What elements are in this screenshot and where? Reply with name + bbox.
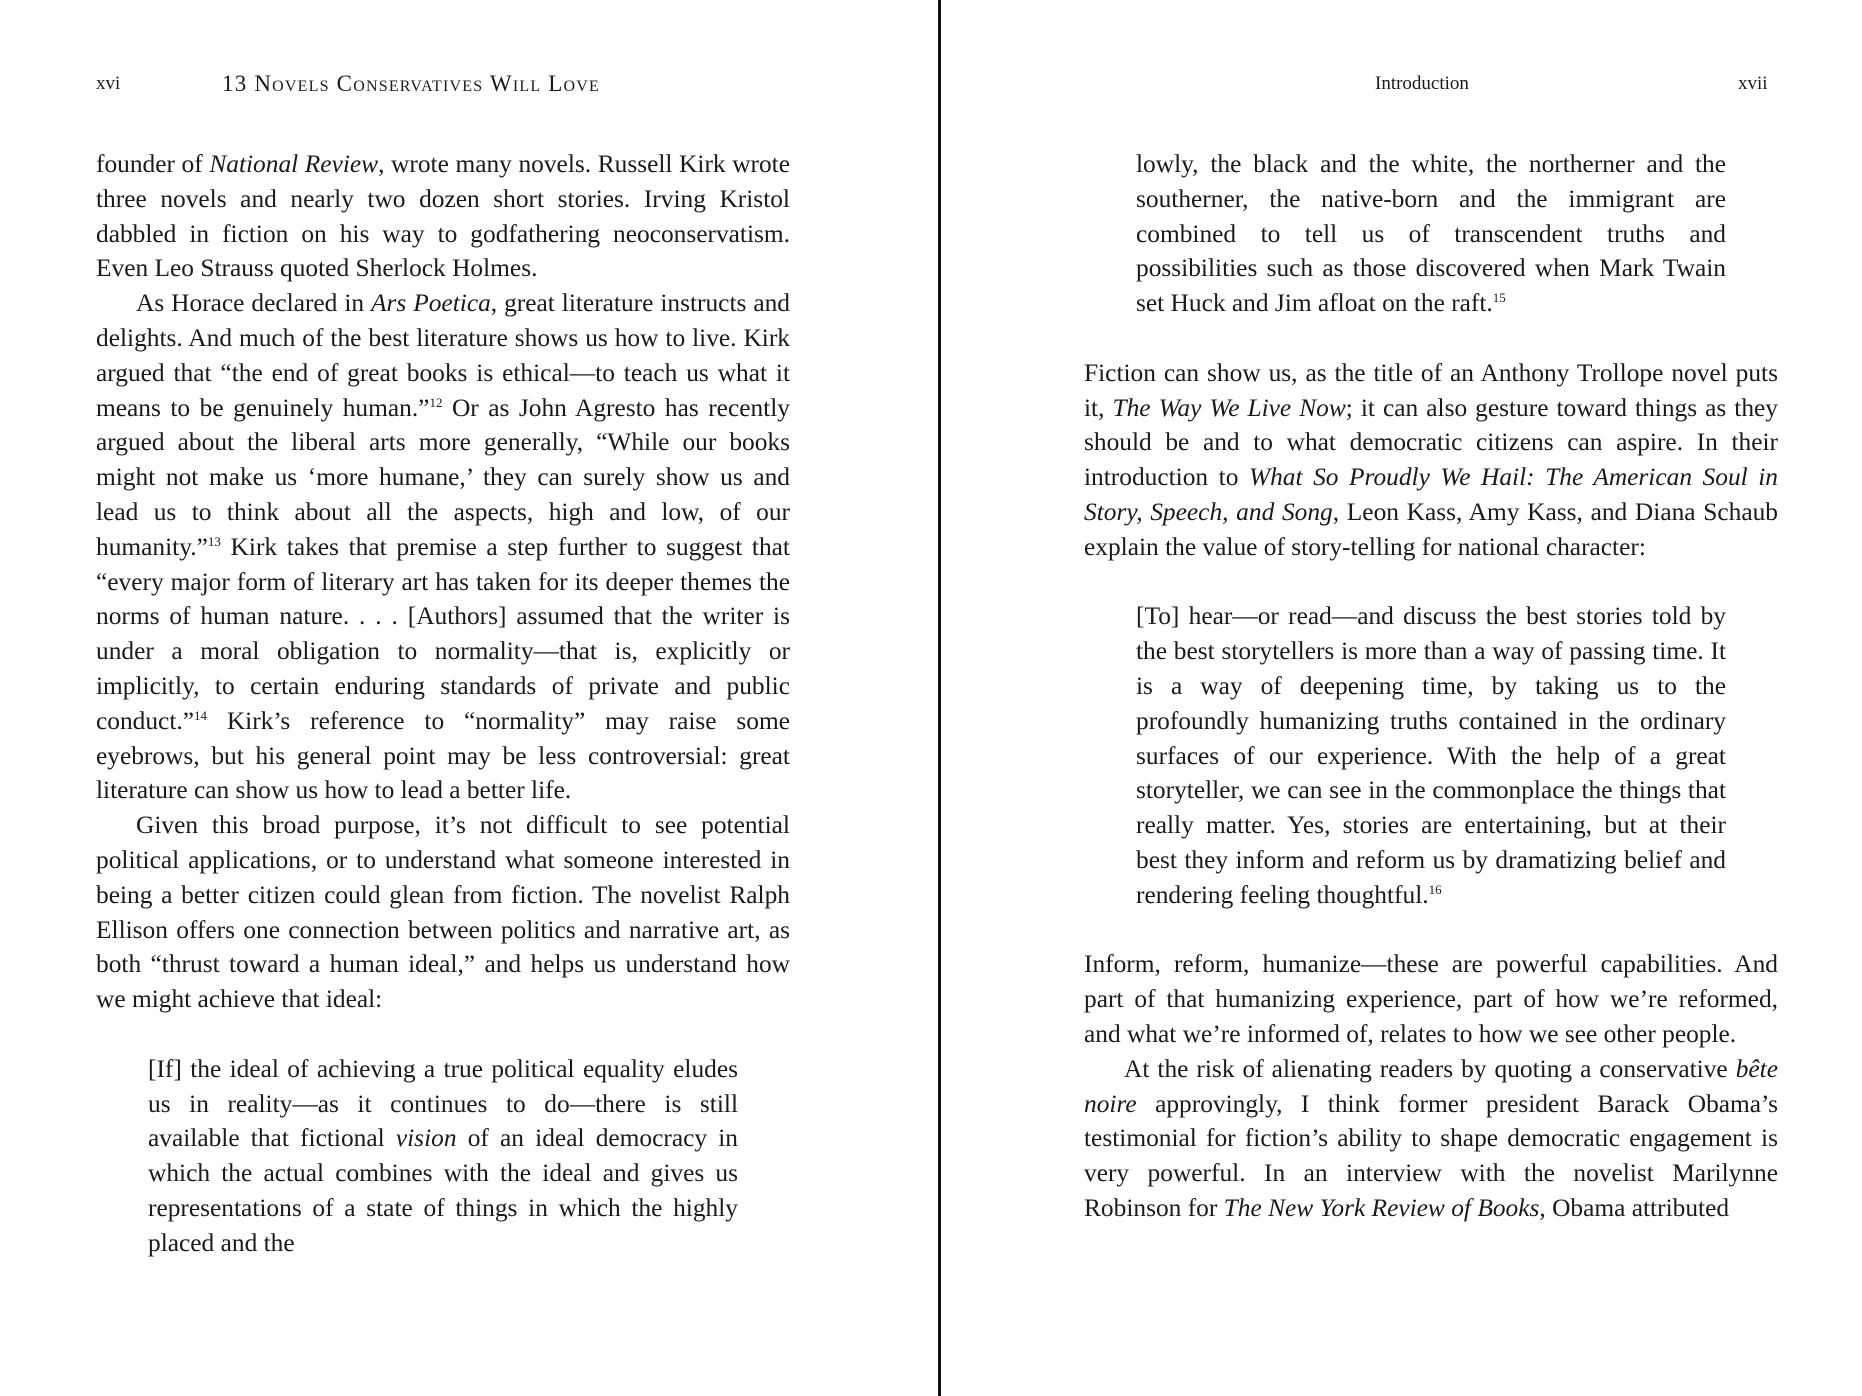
book-title: The New York Review of Books — [1223, 1193, 1540, 1222]
right-page — [941, 0, 1862, 1396]
footnote-ref[interactable]: 12 — [429, 394, 443, 410]
page-number: xvii — [1738, 73, 1768, 94]
footnote-ref[interactable]: 15 — [1492, 290, 1506, 306]
body-text — [96, 147, 790, 1261]
footnote-ref[interactable]: 13 — [207, 533, 221, 549]
paragraph: Given this broad purpose, it’s not difficult to see potential political applications, or to understand what someone interested in being a better citizen could glean from fiction. The novelist Ralph Ellison offers one connection between politics and narrative art, as both “thrust toward a human ideal,” and helps us understand how we might achieve that ideal: — [96, 811, 790, 1014]
paragraph: Inform, reform, humanize—these are powerful capabilities. And part of that humanizing experience, part of how we’re reformed, and what we’re informed of, relates to how we see other people. — [1084, 950, 1778, 1048]
quote-text: lowly, the black and the white, the northerner and the southerner, the native-born and the immigrant are combined to tell us of transcendent truths and possibilities such as those discovered when Mark Twain set Huck and Jim afloat on the raft.$^{15}$ — [1136, 150, 1726, 318]
paragraph: As Horace declared in Ars Poetica, great literature instructs and delights. And much of the best literature shows us how to live. Kirk argued that “the end of great books is ethical—to teach us what it means to be genuinely human.”$^{12}$ Or as John Agresto has recently argued about the liberal arts more generally, “While our books might not make us ‘more humane,’ they can surely show us and lead us to think about all the aspects, high and low, of our humanity.”$^{13}$ Kirk takes that premise a step further to suggest that “every major form of literary art has taken for its deeper themes the norms of human nature. . . . [Authors] assumed that the writer is under a moral obligation to normality—that is, explicitly or implicitly, to certain enduring standards of private and public conduct.”$^{14}$ Kirk’s reference to “normality” may raise some eyebrows, but his general point may be less controversial: great literature can show us how to lead a better life. — [96, 289, 790, 805]
page-number: xvi — [96, 73, 121, 94]
book-title: What So Proudly We Hail: The American Soul in Story, Speech, and Song — [1084, 463, 1778, 526]
quote-text: [To] hear—or read—and discuss the best stories told by the best storytellers is more than a way of passing time. It is a way of deepening time, by taking us to the profoundly humanizing truths contained in the ordinary surfaces of our experience. With the help of a great storyteller, we can see in the commonplace the things that really matter. Yes, stories are entertaining, but at their best they inform and reform us by dramatizing belief and rendering feeling thoughtful.$^{16}$ — [1136, 602, 1726, 909]
running-title: Introduction — [1375, 73, 1469, 94]
book-title: The Way We Live Now — [1112, 393, 1346, 422]
paragraph: founder of National Review, wrote many novels. Russell Kirk wrote three novels and nearly two dozen short stories. Irving Kristol dabbled in fiction on his way to godfathering neoconservatism. Even Leo Strauss quoted Sherlock Holmes. — [96, 150, 791, 283]
quote-text: [If] the ideal of achieving a true political equality eludes us in reality—as it continues to do—there is still available that fictional vision of an ideal democracy in which the actual combines with the ideal and gives us representations of a state of things in which the highly placed and the — [148, 1054, 738, 1257]
block-quote — [1136, 599, 1726, 912]
block-quote — [1136, 147, 1726, 321]
block-quote — [148, 1052, 738, 1261]
footnote-ref[interactable]: 16 — [1428, 881, 1442, 897]
book-title: National Review — [209, 150, 379, 178]
body-text — [1084, 147, 1778, 1226]
paragraph: At the risk of alienating readers by quoting a conservative bête noire approvingly, I think former president Barack Obama’s testimonial for fiction’s ability to shape democratic engagement is very powerful. In an interview with the novelist Marilynne Robinson for The New York Review of Books, Obama attributed — [1084, 1054, 1778, 1222]
book-title: Ars Poetica — [371, 289, 491, 318]
paragraph: Fiction can show us, as the title of an Anthony Trollope novel puts it, The Way We Live Now; it can also gesture toward things as they should be and to what democratic citizens can aspire. In their introduction to What So Proudly We Hail: The American Soul in Story, Speech, and Song, Leon Kass, Amy Kass, and Diana Schaub explain the value of story-telling for national character: — [1084, 358, 1778, 561]
running-title: 13 Novels Conservatives Will Love — [222, 71, 600, 96]
footnote-ref[interactable]: 14 — [194, 707, 207, 723]
